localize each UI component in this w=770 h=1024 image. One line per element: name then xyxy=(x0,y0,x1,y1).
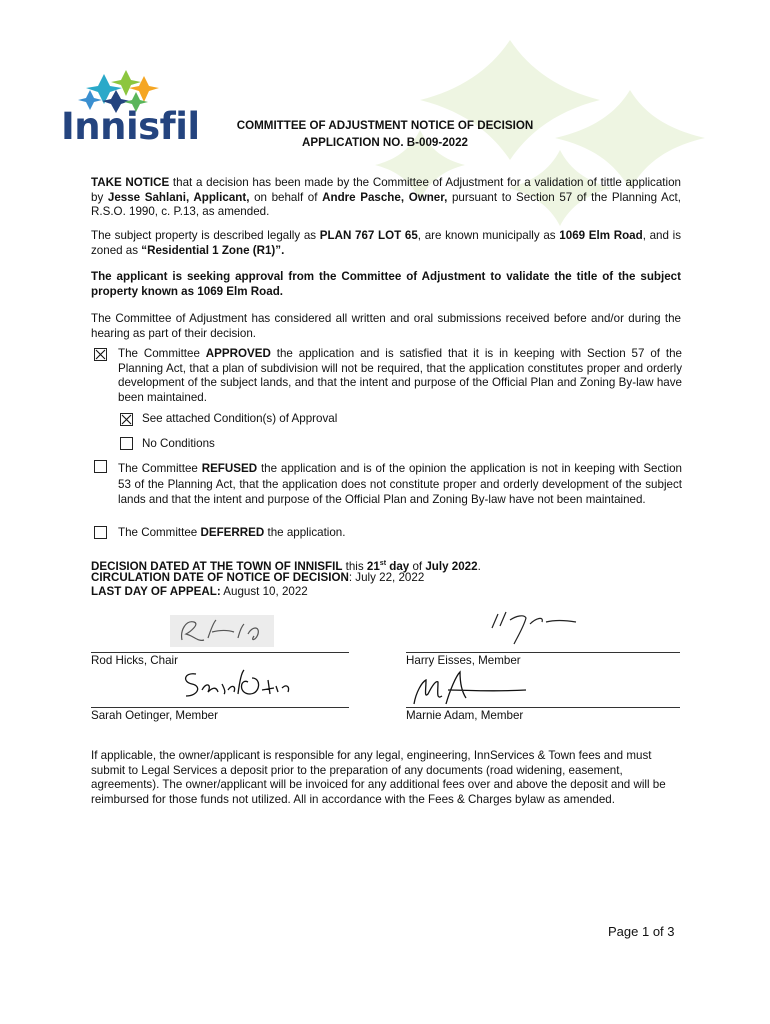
rod-hicks-name: Rod Hicks, Chair xyxy=(91,654,178,667)
text-run: The Committee of Adjustment has considered all written and oral submissions received before and/or during the hearing as part of their decision. xyxy=(91,312,681,340)
text-run: The applicant is seeking approval from the Committee of Adjustment to validate the title of the subject property known as 1069 Elm Road. xyxy=(91,270,681,298)
logo-wordmark: Innisfil xyxy=(61,105,200,148)
text-run: Jesse Sahlani, Applicant, xyxy=(107,190,250,204)
text-run: the application and is of the opinion the application is not in keeping with Section 53 of the Planning Act, that the application does not constitute proper and orderly development of the subject lands and that the intent and purpose of the Official Plan and Zoning By-law have not been maintained. xyxy=(118,462,682,506)
text-run: The Committee xyxy=(118,526,201,539)
text-run: PLAN 767 LOT 65 xyxy=(319,229,418,242)
text-run: the application and is satisfied that it is in keeping with Section 57 of the Planning Act, that a plan of subdivision will not be required, that the application constitutes proper and orderly development of the subject lands, and that the intent and purpose of the Official Plan and Zoning By-law have been maintained. xyxy=(118,347,682,404)
conditions-label: See attached Condition(s) of Approval xyxy=(142,412,338,425)
refused-checkbox[interactable] xyxy=(94,460,107,473)
text-run: pursuant to Section 57 of the Planning Act, R.S.O. 1990, c. P.13, as amended. xyxy=(91,190,681,218)
approved-checkbox[interactable] xyxy=(94,348,107,361)
text-run: on behalf of xyxy=(249,190,323,204)
marnie-adam-signature-line xyxy=(406,707,680,708)
rod-hicks-signature-line xyxy=(91,652,349,653)
take-notice-paragraph xyxy=(91,176,681,220)
decision-this: this xyxy=(342,559,367,573)
text-run: The subject property is described legally as xyxy=(91,229,320,242)
decision-day-word: day xyxy=(386,559,410,573)
text-run: The Committee xyxy=(118,347,206,360)
text-run: “Residential 1 Zone (R1)”. xyxy=(141,243,285,257)
checkbox-x-mark-icon xyxy=(121,414,132,425)
deferred-option-text xyxy=(118,526,345,541)
sarah-oetinger-signature xyxy=(178,664,298,704)
decision-dated-label: DECISION DATED AT THE TOWN OF INNISFIL xyxy=(91,559,343,573)
property-paragraph xyxy=(91,229,681,258)
sarah-oetinger-signature-line xyxy=(91,707,349,708)
decision-day-suffix: st xyxy=(379,560,387,567)
appeal-date-label: LAST DAY OF APPEAL: xyxy=(91,585,221,598)
committee-considered-paragraph xyxy=(91,312,681,341)
text-run: 1069 Elm Road xyxy=(559,229,643,242)
decision-day: 21 xyxy=(366,559,380,573)
text-run: APPROVED xyxy=(205,347,271,360)
text-run: The Committee xyxy=(118,462,202,475)
applicant-request-paragraph xyxy=(91,270,681,299)
harry-eisses-name: Harry Eisses, Member xyxy=(406,654,521,667)
notice-title: COMMITTEE OF ADJUSTMENT NOTICE OF DECISION xyxy=(236,119,534,132)
deferred-checkbox[interactable] xyxy=(94,526,107,539)
page-number: Page 1 of 3 xyxy=(608,924,675,939)
decision-month-year: July 2022 xyxy=(425,559,478,573)
text-run: Andre Pasche, Owner, xyxy=(322,190,448,204)
approved-option-text xyxy=(118,347,682,405)
text-run: TAKE NOTICE xyxy=(91,176,170,189)
decision-of: of xyxy=(409,559,426,573)
sarah-oetinger-name: Sarah Oetinger, Member xyxy=(91,709,218,722)
text-run: the application. xyxy=(264,526,346,539)
appeal-date-value: August 10, 2022 xyxy=(220,585,308,598)
checkbox-x-mark-icon xyxy=(95,349,106,360)
no-conditions-checkbox[interactable] xyxy=(120,437,133,450)
refused-option-text xyxy=(118,461,682,508)
harry-eisses-signature xyxy=(484,606,594,648)
fees-footer-paragraph: If applicable, the owner/applicant is responsible for any legal, engineering, InnServices & Town fees and must submit to Legal Services a deposit prior to the preparation of any documents (road widening, easement, agreements). The owner/applicant will be invoiced for any additional fees over and above the deposit and will be reimbursed for those funds not utilized. All in accordance with the Fees & Charges bylaw as amended. xyxy=(91,749,666,806)
text-run: REFUSED xyxy=(201,462,258,475)
rod-hicks-signature xyxy=(168,612,278,650)
harry-eisses-signature-line xyxy=(406,652,680,653)
circulation-date-line xyxy=(91,571,424,586)
text-run: that a decision has been made by the Committee of Adjustment for a validation of tittle application by xyxy=(91,176,681,204)
decision-period: . xyxy=(477,559,481,573)
text-run: , are known municipally as xyxy=(417,229,560,242)
text-run: , and is zoned as xyxy=(91,229,682,257)
no-conditions-label: No Conditions xyxy=(142,437,215,450)
application-number: APPLICATION NO. B-009-2022 xyxy=(301,136,468,149)
marnie-adam-signature xyxy=(408,668,528,708)
conditions-checkbox[interactable] xyxy=(120,413,133,426)
appeal-date-line xyxy=(91,585,308,600)
circulation-date-label: CIRCULATION DATE OF NOTICE OF DECISION xyxy=(91,571,349,584)
circulation-date-value: : July 22, 2022 xyxy=(348,571,425,584)
text-run: DEFERRED xyxy=(200,526,265,539)
marnie-adam-name: Marnie Adam, Member xyxy=(406,709,524,722)
